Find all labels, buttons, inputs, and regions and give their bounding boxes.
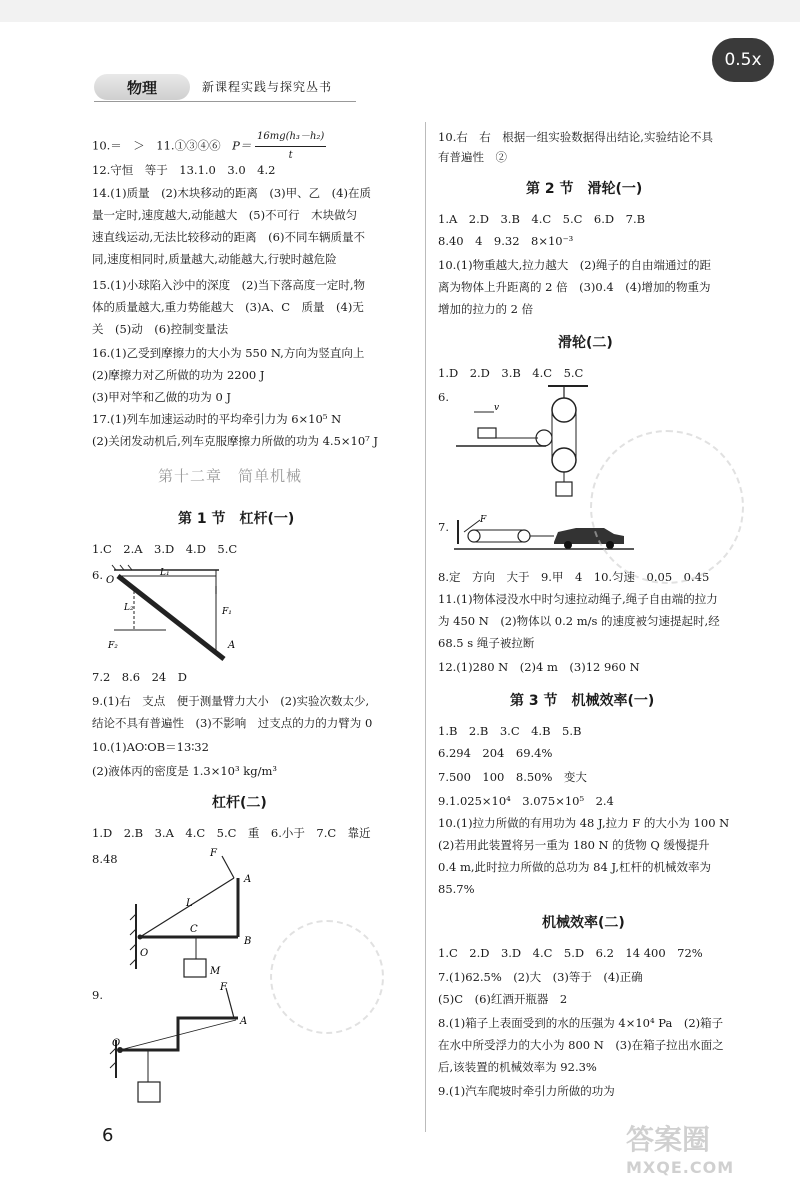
svg-text:O: O [106,575,115,586]
answer-line: 8.(1)箱子上表面受到的水的压强为 4×10⁴ Pa (2)箱子 [438,1016,724,1030]
section-title: 杠杆(二) [212,795,267,811]
answer-line: 1.C 2.A 3.D 4.D 5.C [92,542,238,556]
answer-line: (2)若用此装置将另一重为 180 N 的货物 Q 缓慢提升 [438,838,710,852]
series-title: 新课程实践与探究丛书 [202,80,333,94]
top-bar [0,0,800,22]
answer-line: 7.500 100 8.50% 变大 [438,770,587,784]
section-title: 第 3 节 机械效率(一) [510,693,655,709]
lever-diagram-2 [126,844,276,994]
answer-line: 1.A 2.D 3.B 4.C 5.C 6.D 7.B [438,212,646,226]
answer-line: 12.守恒 等于 13.1.0 3.0 4.2 [92,163,276,177]
answer-line: 增加的拉力的 2 倍 [438,302,534,316]
answer-line: 量一定时,速度越大,动能越大 (5)不可行 木块做匀 [92,208,358,222]
answer-line: 85.7% [438,882,475,896]
answer-line: 10.(1)物重越大,拉力越大 (2)绳子的自由端通过的距 [438,258,712,272]
answer-line: 9.(1)汽车爬坡时牵引力所做的功为 [438,1084,615,1098]
lever-diagram-3 [108,978,278,1118]
svg-text:L₂: L₂ [124,603,134,613]
answer-line: 16.(1)乙受到摩擦力的大小为 550 N,方向为竖直向上 [92,346,365,360]
watermark-stamp [270,920,384,1034]
svg-text:A: A [228,640,236,651]
answer-line: 离为物体上升距离的 2 倍 (3)0.4 (4)增加的物重为 [438,280,711,294]
answer-line: 速直线运动,无法比较移动的距离 (6)不同车辆质量不 [92,230,365,244]
svg-text:v: v [494,403,500,413]
answer-line: (2)摩擦力对乙所做的功为 2200 J [92,368,265,382]
svg-text:L: L [186,898,193,909]
answer-line: (5)C (6)红酒开瓶器 2 [438,992,568,1006]
header-rule [94,101,356,102]
chapter-title: 第十二章 简单机械 [158,467,303,485]
answer-line: 10.(1)AO∶OB＝13∶32 [92,740,209,754]
answer-line: 9. [92,988,103,1002]
page-number: 6 [102,1125,114,1146]
svg-text:L₁: L₁ [160,568,170,578]
answer-line: 9.(1)右 支点 便于测量臂力大小 (2)实验次数太少, [92,694,370,708]
formula-fraction: $\frac{\text{16mg(h₃－h₂)}}{t}$ [255,128,326,165]
answer-line: 同,速度相同时,质量越大,动能越大,行驶时越危险 [92,252,337,266]
answer-line: 体的质量越大,重力势能越大 (3)A、C 质量 (4)无 [92,300,364,314]
answer-line: 7. [438,520,449,534]
svg-text:A: A [240,1016,248,1027]
answer-line: 8.定 方向 大于 9.甲 4 10.匀速 0.05 0.45 [438,570,710,584]
answer-line: 14.(1)质量 (2)木块移动的距离 (3)甲、乙 (4)在质 [92,186,371,200]
svg-text:F: F [210,848,217,859]
answer-line: 7.(1)62.5% (2)大 (3)等于 (4)正确 [438,970,643,984]
section-title: 滑轮(二) [558,335,613,351]
answer-line: 6.294 204 69.4% [438,746,553,760]
answer-line: 10.(1)拉力所做的有用功为 48 J,拉力 F 的大小为 100 N [438,816,730,830]
answer-line: 8.48 [92,852,118,866]
subject-tab: 物理 [94,74,190,100]
answer-line: 1.C 2.D 3.D 4.C 5.D 6.2 14 400 72% [438,946,703,960]
answer-line: 结论不具有普遍性 (3)不影响 过支点的力的力臂为 0 [92,716,373,730]
section-title: 第 1 节 杠杆(一) [178,511,295,527]
answer-line: 6. [438,390,449,404]
lever-diagram-1 [104,564,264,664]
answer-line: (2)液体丙的密度是 1.3×10³ kg/m³ [92,764,277,778]
answer-line: 17.(1)列车加速运动时的平均牵引力为 6×10⁵ N [92,412,342,426]
answer-line: 9.1.025×10⁴ 3.075×10⁵ 2.4 [438,794,614,808]
answer-line: 7.2 8.6 24 D [92,670,187,684]
answer-line: 在水中所受浮力的大小为 800 N (3)在箱子拉出水面之 [438,1038,724,1052]
svg-text:F₂: F₂ [108,641,118,651]
answer-line: (3)甲对竿和乙做的功为 0 J [92,390,232,404]
svg-text:F: F [480,515,487,525]
answer-line: 0.4 m,此时拉力所做的总功为 84 J,杠杆的机械效率为 [438,860,712,874]
answer-line: 1.D 2.D 3.B 4.C 5.C [438,366,584,380]
column-divider [425,122,426,1132]
pulley-diagram-1 [454,382,594,512]
answer-line: (2)关闭发动机后,列车克服摩擦力所做的功为 4.5×10⁷ J [92,434,379,448]
playback-speed-badge[interactable]: 0.5x [712,38,774,82]
answer-line: 1.D 2.B 3.A 4.C 5.C 重 6.小于 7.C 靠近 [92,826,371,840]
answer-line: 为 450 N (2)物体以 0.2 m/s 的速度被匀速提起时,经 [438,614,720,628]
watermark-stamp [590,430,744,584]
svg-text:M: M [210,966,221,977]
answer-line: 10.右 右 根据一组实验数据得出结论,实验结论不具 [438,130,713,144]
svg-text:O: O [140,948,149,959]
answer-line: 68.5 s 绳子被拉断 [438,636,535,650]
svg-text:B: B [244,936,252,947]
answer-line: 有普遍性 ② [438,150,507,164]
answer-line: 10.＝ ＞ 11.①③④⑥ P＝ $\frac{\text{16mg(h₃－h₂)}}{t}$ [92,128,326,165]
answer-line: 12.(1)280 N (2)4 m (3)12 960 N [438,660,640,674]
svg-text:C: C [190,924,198,935]
svg-text:A: A [244,874,252,885]
section-title: 第 2 节 滑轮(一) [526,181,643,197]
svg-text:F₁: F₁ [222,607,232,617]
svg-text:O: O [112,1038,121,1049]
answer-line: 15.(1)小球陷入沙中的深度 (2)当下落高度一定时,物 [92,278,366,292]
answer-line: 关 (5)动 (6)控制变量法 [92,322,229,336]
answer-line: 11.(1)物体浸没水中时匀速拉动绳子,绳子自由端的拉力 [438,592,718,606]
section-title: 机械效率(二) [542,915,625,931]
watermark-logo: 答案圈 MXQE.COM [626,1123,735,1177]
answer-line: 后,该装置的机械效率为 92.3% [438,1060,597,1074]
answer-line: 1.B 2.B 3.C 4.B 5.B [438,724,582,738]
answer-line: 6. [92,568,103,582]
answer-line: 8.40 4 9.32 8×10⁻³ [438,234,574,248]
svg-text:F: F [220,982,227,993]
